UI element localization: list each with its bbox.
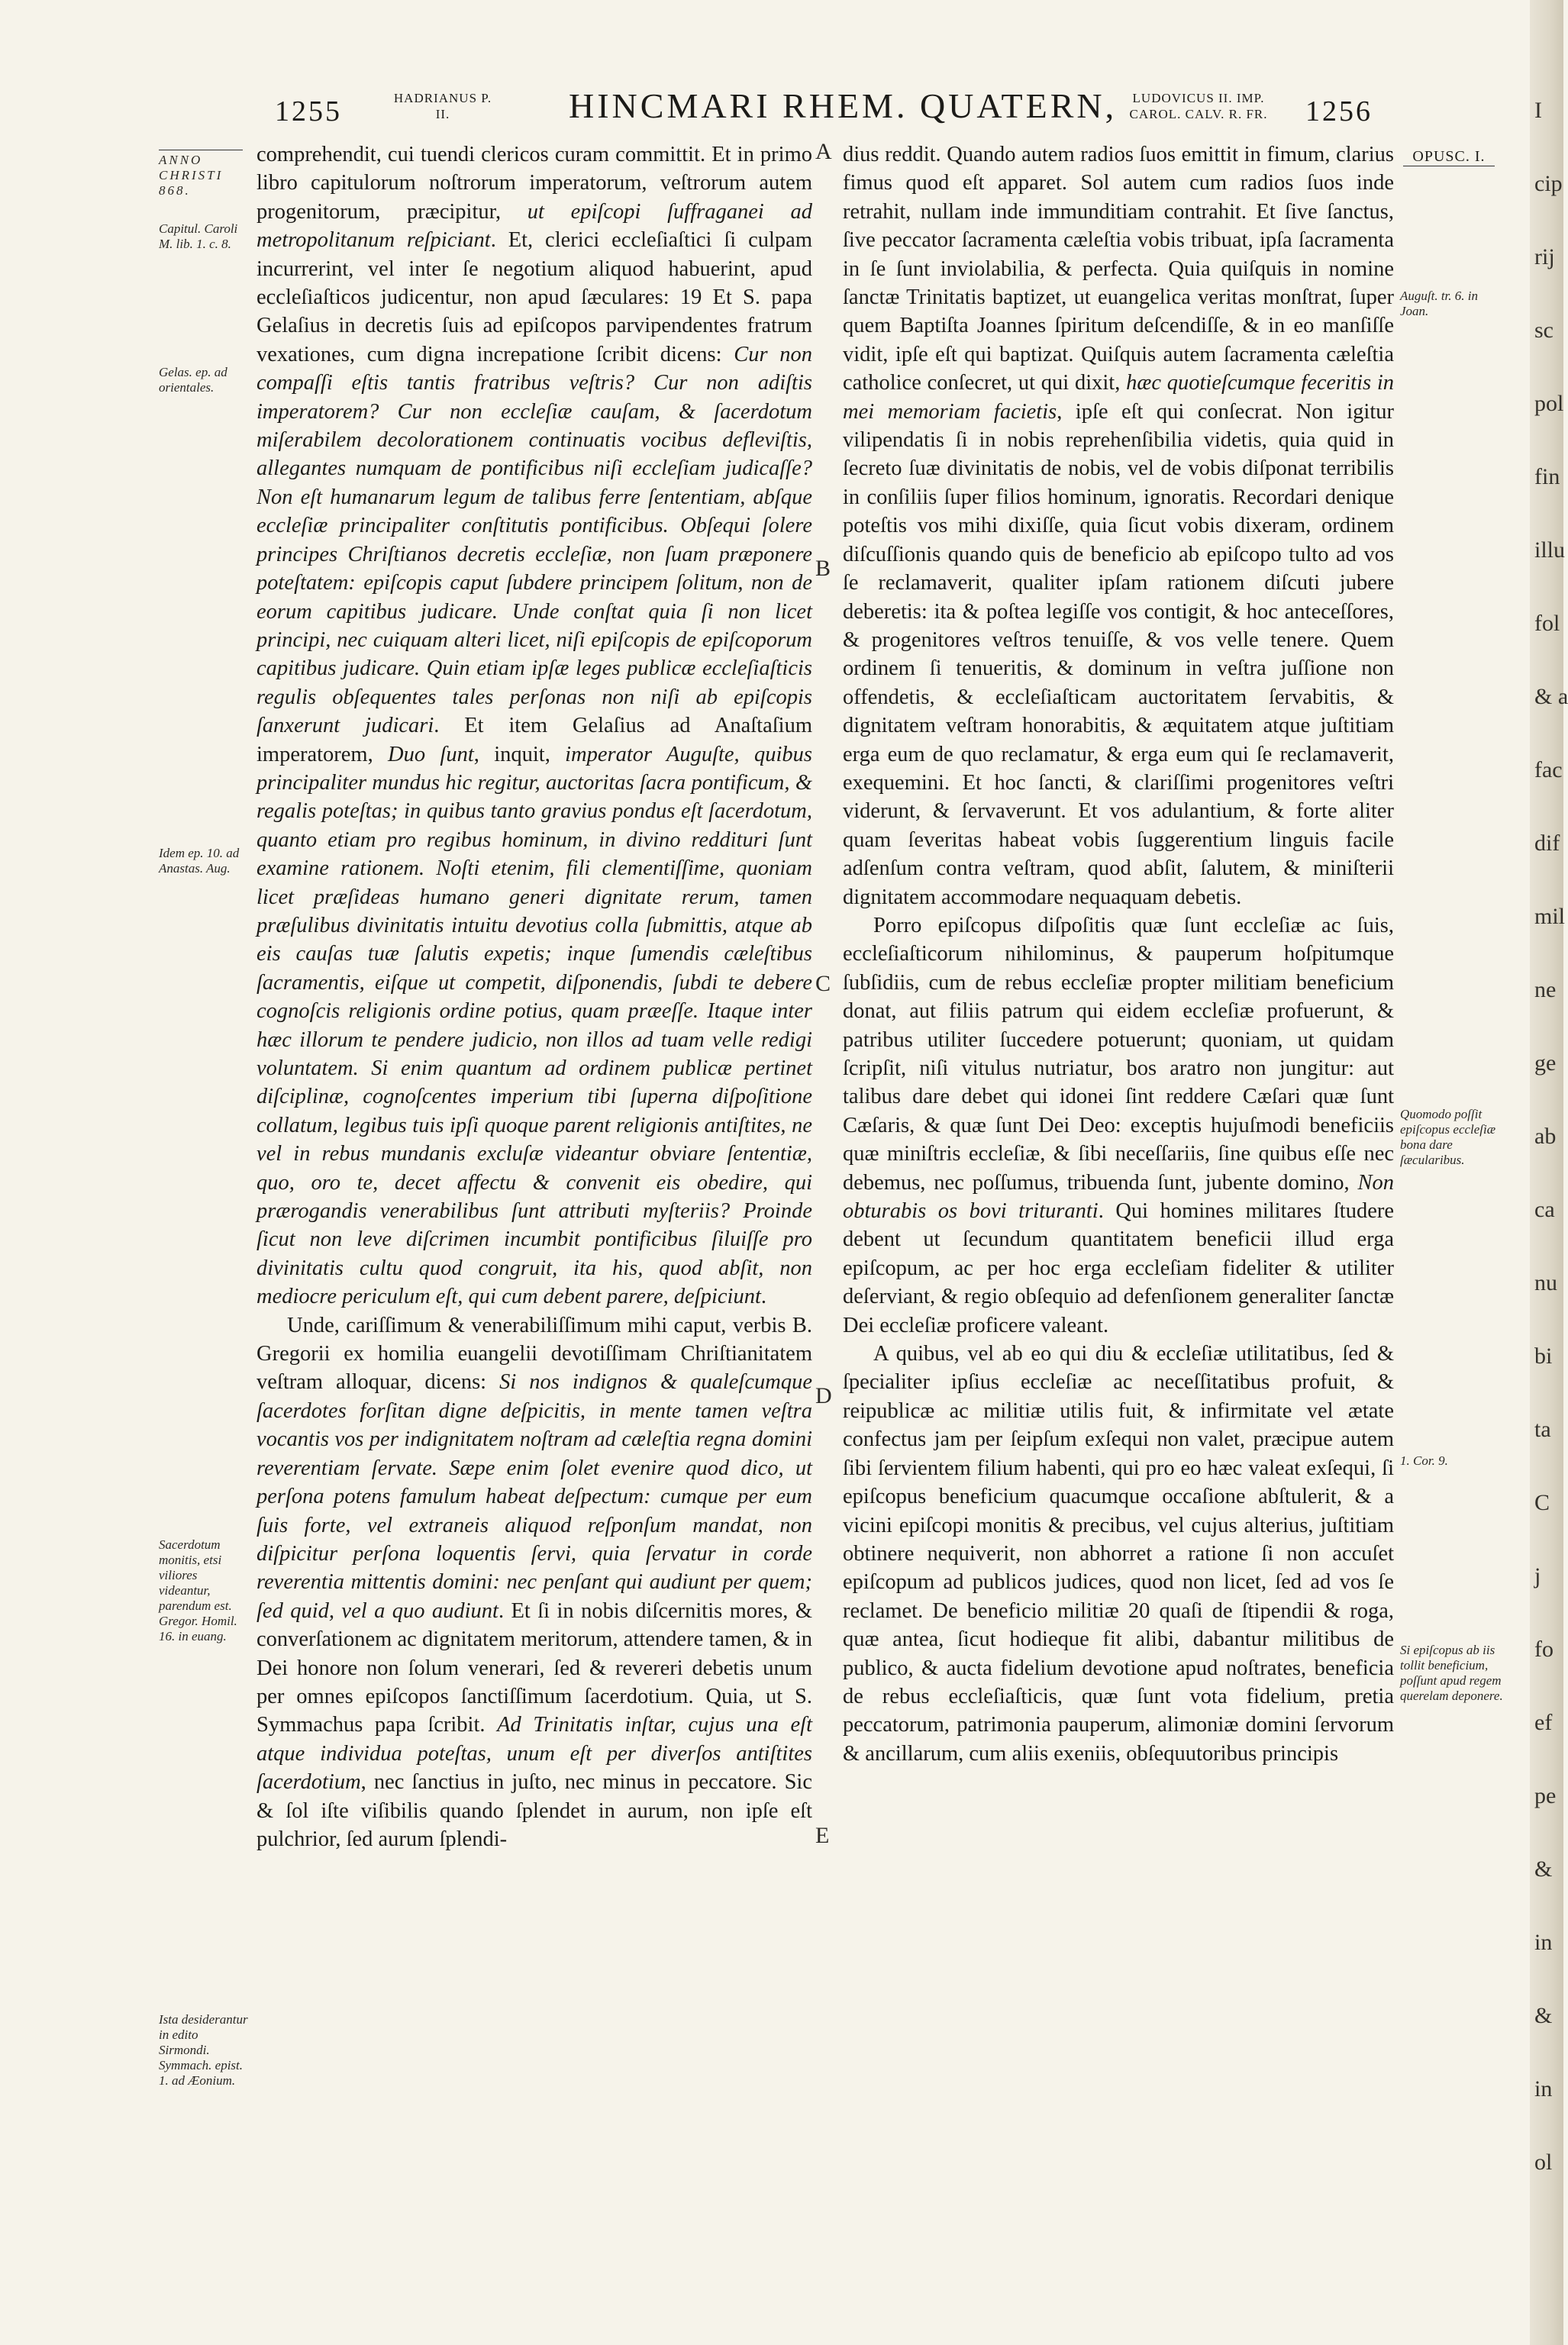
page-header <box>0 79 1527 133</box>
edge-fragment: fac <box>1534 757 1563 782</box>
right-page-number: 1256 <box>1305 95 1373 127</box>
edge-fragment: ol <box>1534 2150 1553 2175</box>
left-paragraph-2: Unde, cariſſimum & venerabiliſſimum mihi caput, verbis B. Gregorii ex homilia euangelii devotiſſimam Chriſtianitatem veſtram alloquar, dicens: Si nos indignos & qualeſcumque ſacerdotes forſitan digne deſpicitis, in mente tamen veſtra vocantis vos per indignitatem noſtram ad cæleſtia regna domini reverentiam ſervate. Sæpe enim ſolet evenire quod dico, ut perſona potens famulum habeat deſpectum: cumque per eum ſuis forte, vel extraneis aliquod reſponſum mandat, non diſpicitur perſona loquentis ſervi, quia ſervatur in corde reverentia mittentis domini: nec penſant qui audiunt per quem; ſed quid, vel a quo audiunt. Et ſi in nobis diſcernitis mores, & converſationem ac dignitatem meritorum, attendere tamen, & in Dei honore non ſolum venerari, ſed & revereri debetis unum per omnes epiſcopos ſanctiſſimum ſacerdotium. Quia, ut S. Symmachus papa ſcribit. Ad Trinitatis inſtar, cujus una eſt atque individua poteſtas, unum eſt per diverſos antiſtites ſacerdotium, nec ſanctius in juſto, nec minus in peccatore. Sic & ſol iſte viſibilis quando ſplendet in aurum, non ipſe eſt pulchrior, ſed aurum ſplendi- <box>256 1313 812 1851</box>
edge-fragment: ta <box>1534 1417 1551 1442</box>
column-letter-a: A <box>815 139 832 164</box>
margin-note-august: Auguſt. tr. 6. in Joan. <box>1400 289 1479 318</box>
edge-fragment: C <box>1534 1490 1550 1515</box>
edge-fragment: fo <box>1534 1637 1553 1662</box>
right-paragraph-1: dius reddit. Quando autem radios ſuos emittit in fimum, clarius fimus quod eſt apparet. Sol autem cum radios ſuos inde retrahit, nullam inde immunditiam contrahit. Et ſive ſanctus, ſive peccator ſacramenta cæleſtia vobis tribuat, ipſa ſacramenta in ſe ſunt inviolabilia, & perfecta. Quia quiſquis in nomine ſanctæ Trinitatis baptizet, ut euangelica veritas monſtrat, ſuper quem Baptiſta Joannes ſpiritum deſcendiſſe, & in eo manſiſſe vidit, ipſe eſt qui baptizat. Quiſquis autem ſacramenta cæleſtia catholice conſecret, ut qui dixit, hæc quotieſcumque feceritis in mei memoriam facietis, ipſe eſt qui conſecrat. Non igitur vilipendatis ſi in nobis reprehenſibilia videtis, quia quid in ſecreto ſuæ divinitatis de nobis, vel de vobis diſponat terribilis in conſiliis ſuper filios hominum, ignoratis. Recordari denique poteſtis vos mihi dixiſſe, quia ſicut vobis dixeram, ordinem diſcuſſionis quando quis de beneficio ab epiſcopo tulto ad vos ſe reclamaverit, qualiter ipſam rationem diſcuti jubere deberetis: ita & poſtea legiſſe vos contigit, & hoc anteceſſores, & progenitores veſtros tenuiſſe, & vos velle tenere. Quem ordinem ſi tenueritis, & dominum in veſtra juſſione non offendetis, & eccleſiaſticam auctoritatem ſervabitis, & dignitatem veſtram honorabitis, & æquitatem atque juſtitiam erga eum de quo reclamatur, & erga eum qui ſe reclamaverit, exequemini. Et hoc ſancti, & clariſſimi progenitores veſtri viderunt, & ſervaverunt. Et vos adulantium, & forte aliter quam ſeveritas habeat vobis ſuggerentium linguis facile adſenſum contra veſtram, quod abſit, ſalutem, & miniſterii dignitatem accommodare nequaquam debetis. <box>843 143 1394 909</box>
facing-page-edge <box>1530 0 1568 2345</box>
margin-note-cor: 1. Cor. 9. <box>1400 1453 1448 1468</box>
edge-fragment: pe <box>1534 1783 1557 1808</box>
edge-fragment: fol <box>1534 611 1560 636</box>
margin-note-ista: Ista desiderantur in edito Sirmondi. Symmach. epist. 1. ad Æonium. <box>159 2012 248 2088</box>
edge-fragment: I <box>1534 98 1542 123</box>
left-page-number: 1255 <box>275 95 342 127</box>
edge-fragment: ca <box>1534 1197 1555 1222</box>
right-paragraph-3: A quibus, vel ab eo qui diu & eccleſiæ utilitatibus, ſed & ſpecialiter ipſius eccleſiæ ac neceſſitatibus profuit, & reipublicæ ac militiæ utilis fuit, & infirmitate vel ætate confectus jam per ſeipſum exſequi non valet, præcipue autem ſibi ſervientem filium habenti, qui pro eo hæc valeat exſequi, ſi epiſcopus beneficium quacumque occaſione abſtulerit, & a vicini epiſcopi monitis & precibus, vel cujus alterius, juſtitiam obtinere nequiverit, non abhorret a ratione ſi non accuſet epiſcopum ad publicos judices, quod non licet, ſed ad vos ſe reclamet. De beneficio militiæ 20 quaſi de ſtipendii & roga, quæ antea, ſicut hodieque fit alibi, dabantur militibus de publico, & aucta fidelium devotione apud noſtrates, beneficia de rebus eccleſiaſticis, quæ ſunt vota fidelium, pretia peccatorum, patrimonia pauperum, alimoniæ domini ſervorum & ancillarum, cum aliis exeniis, obſequutoribus principis <box>843 1342 1394 1766</box>
edge-fragment: & <box>1534 2003 1553 2028</box>
left-text-column <box>256 140 812 1853</box>
margin-note-gelas: Gelas. ep. ad orientales. <box>159 365 227 395</box>
right-paragraph-2: Porro epiſcopus diſpoſitis quæ ſunt eccleſiæ ac ſuis, eccleſiaſticorum nihilominus, & pauperum hoſpitumque ſubſidiis, cum de rebus eccleſiæ propter militiam beneficium donat, aut filiis patrum qui eidem eccleſiæ profuerunt, & patribus utiliter ſuccedere potuerunt; quoniam, ut quidam ſcripſit, niſi vitulus nutriatur, bos aratro non jungitur: aut talibus dare debet qui idonei ſint reddere Cæſari quæ ſunt Cæſaris, & quæ ſunt Dei Deo: exceptis hujuſmodi beneficiis quæ miniſtris eccleſiæ, & ſibi neceſſariis, ſine quibus eſſe nec debemus, nec poſſumus, tribuenda ſunt, jubente domino, Non obturabis os bovi trituranti. Qui homines militares ſtudere debent ut ſecundum quantitatem beneficii illud erga epiſcopum, ac per hoc erga eccleſiam fideliter & utiliter deſerviant, & regio obſequio ad defenſionem generaliter ſanctæ Dei eccleſiæ proficere valeant. <box>843 913 1394 1337</box>
right-text-column <box>843 140 1394 1768</box>
edge-fragment: sc <box>1534 318 1553 343</box>
edge-fragment: ab <box>1534 1124 1557 1149</box>
edge-fragment: pol <box>1534 391 1564 416</box>
edge-fragment: in <box>1534 2076 1553 2101</box>
edge-fragment: in <box>1534 1930 1553 1955</box>
edge-fragment: & <box>1534 1856 1553 1882</box>
margin-note-sacerdotum: Sacerdotum monitis, etsi viliores videantur, parendum est. Gregor. Homil. 16. in euang. <box>159 1537 237 1643</box>
edge-fragment: fin <box>1534 464 1560 489</box>
margin-note-idem: Idem ep. 10. ad Anastas. Aug. <box>159 846 240 876</box>
edge-fragment: j <box>1534 1563 1541 1589</box>
column-letter-e: E <box>815 1823 830 1848</box>
edge-fragment: rij <box>1534 244 1555 269</box>
edge-fragment: & a <box>1534 684 1568 709</box>
edge-fragment: ge <box>1534 1050 1557 1076</box>
margin-note-si-episcopus: Si epiſcopus ab iis tollit beneficium, poſſunt apud regem querelam deponere. <box>1400 1643 1503 1703</box>
column-letter-b: B <box>815 556 831 581</box>
edge-fragment: cip <box>1534 171 1563 196</box>
edge-fragment: nu <box>1534 1270 1557 1295</box>
margin-note-year: ANNO CHRISTI 868. <box>159 153 224 198</box>
edge-fragment: bi <box>1534 1343 1553 1369</box>
edge-fragment: dif <box>1534 831 1560 856</box>
margin-note-capitul: Capitul. Caroli M. lib. 1. c. 8. <box>159 221 238 251</box>
edge-fragment: illu <box>1534 537 1566 563</box>
left-paragraph-1: comprehendit, cui tuendi clericos curam committit. Et in primo libro capitulorum noſtrorum imperatorum, veſtrorum autem progenitorum, præcipitur, ut epiſcopi ſuffraganei ad metropolitanum reſpiciant. Et, clerici eccleſiaſtici ſi culpam incurrerint, vel inter ſe negotium aliquod habuerint, apud eccleſiaſticos judicentur, non apud ſæculares: 19 Et S. papa Gelaſius in decretis ſuis ad epiſcopos parvipendentes fratrum vexationes, cum digna increpatione ſcribit dicens: Cur non compaſſi eſtis tantis fratribus veſtris? Cur non adiſtis imperatorem? Cur non eccleſiæ cauſam, & ſacerdotum miſerabilem decolorationem continuatis vocibus defleviſtis, allegantes numquam de pontificibus niſi eccleſiam judicaſſe? Non eſt humanarum legum de talibus ferre ſententiam, abſque eccleſiæ principaliter conſtitutis pontificibus. Obſequi ſolere principes Chriſtianos decretis eccleſiæ, non ſuam præponere poteſtatem: epiſcopis caput ſubdere principem ſolitum, non de eorum capitibus judicare. Unde conſtat quia ſi non licet principi, nec cuiquam alteri licet, niſi epiſcopis de epiſcoporum capitibus judicare. Quin etiam ipſæ leges publicæ eccleſiaſticis regulis obſequentes tales perſonas non niſi ab epiſcopis ſanxerunt judicari. Et item Gelaſius ad Anaſtaſium imperatorem, Duo ſunt, inquit, imperator Auguſte, quibus principaliter mundus hic regitur, auctoritas ſacra pontificum, & regalis poteſtas; in quibus tanto gravius pondus eſt ſacerdotum, quanto etiam pro regibus hominum, in divino reddituri ſunt examine rationem. Noſti etenim, fili clementiſſime, quoniam licet præſideas humano generi dignitate rerum, tamen præſulibus divinitatis intuitu devotius colla ſubmittis, atque ab eis cauſas tuæ ſalutis expetis; inque ſumendis cæleſtibus ſacramentis, eiſque ut competit, diſponendis, ſubdi te debere cognoſcis religionis ordine potius, quam præeſſe. Itaque inter hæc illorum te pendere judicio, non illos ad tuam velle redigi voluntatem. Si enim quantum ad ordinem publicæ pertinet diſciplinæ, cognoſcentes imperium tibi ſuperna diſpoſitione collatum, legibus tuis ipſi quoque parent religionis antiſtites, ne vel in rebus mundanis excluſæ videantur obviare ſententiæ, quo, oro te, decet affectu & convenit eis obedire, qui prærogandis venerabilibus ſunt attributi myſteriis? Proinde ſicut non leve diſcrimen incumbit pontificibus ſiluiſſe pro divinitatis cultu quod congruit, ita his, quod abſit, non mediocre periculum eſt, qui cum debent parere, deſpiciunt. <box>256 143 812 1309</box>
margin-note-quomodo: Quomodo poſſit epiſcopus eccleſiæ bona dare ſæcularibus. <box>1400 1107 1496 1167</box>
edge-fragment: mil <box>1534 904 1566 929</box>
right-running-head: LUDOVICUS II. IMP. CAROL. CALV. R. FR. <box>1129 91 1268 121</box>
column-letter-c: C <box>815 971 831 996</box>
left-running-head: HADRIANUS P. II. <box>393 91 492 121</box>
page-title: HINCMARI RHEM. QUATERN, <box>569 86 1118 125</box>
column-letter-d: D <box>815 1383 832 1408</box>
opusc-label: OPUSC. I. <box>1403 148 1495 166</box>
edge-fragment: ne <box>1534 977 1557 1002</box>
edge-fragment: ef <box>1534 1710 1553 1735</box>
